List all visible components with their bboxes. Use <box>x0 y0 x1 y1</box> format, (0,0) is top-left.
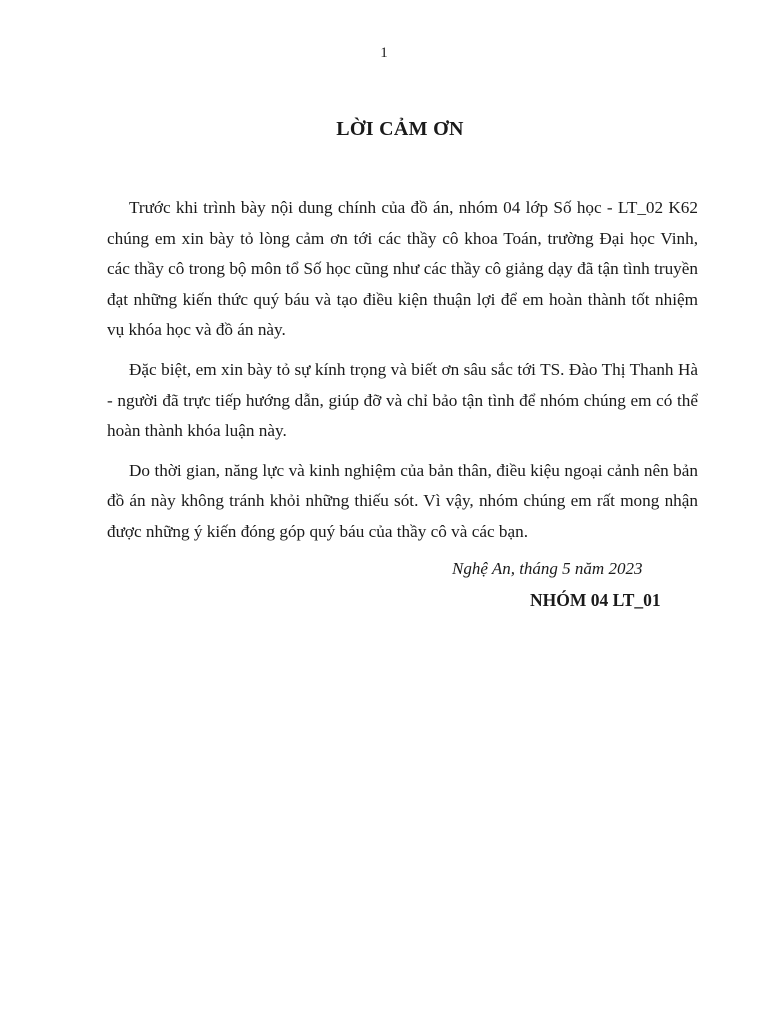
page-number: 1 <box>380 45 388 61</box>
paragraph-3: Do thời gian, năng lực và kinh nghiệm của bản thân, điều kiệu ngoại cảnh nên bản đồ án này không tránh khỏi những thiếu sót. Vì vậy, nhóm chúng em rất mong nhận được những ý kiến đóng góp quý báu của thầy cô và các bạn. <box>107 460 698 541</box>
signature-name: NHÓM 04 LT_01 <box>530 590 661 610</box>
paragraph-1: Trước khi trình bày nội dung chính của đồ án, nhóm 04 lớp Số học - LT_02 K62 chúng em xin bày tỏ lòng cảm ơn tới các thầy cô khoa Toán, trường Đại học Vinh, các thầy cô trong bộ môn tổ Số học cũng như các thầy cô giảng dạy đã tận tình truyền đạt những kiến thức quý báu và tạo điều kiện thuận lợi để em hoàn thành tốt nhiệm vụ khóa học và đồ án này. <box>107 198 698 340</box>
page-title: LỜI CẢM ƠN <box>336 118 464 140</box>
signature-place-date: Nghệ An, tháng 5 năm 2023 <box>452 559 643 578</box>
body-text <box>107 193 698 557</box>
paragraph-2: Đặc biệt, em xin bày tỏ sự kính trọng và biết ơn sâu sắc tới TS. Đào Thị Thanh Hà - người đã trực tiếp hướng dẫn, giúp đỡ và chỉ bảo tận tình để nhóm chúng em có thể hoàn thành khóa luận này. <box>107 359 698 441</box>
